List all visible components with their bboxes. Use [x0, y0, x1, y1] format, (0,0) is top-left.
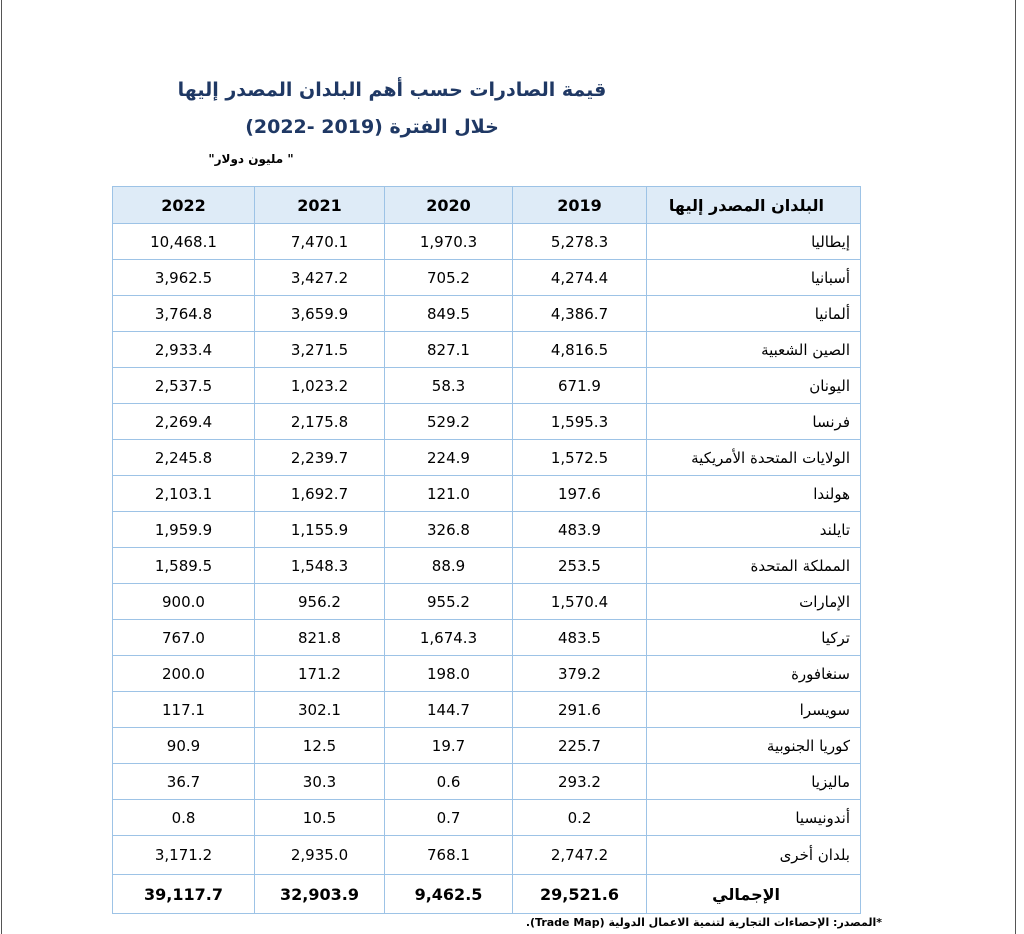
page-subtitle: خلال الفترة (2019 -2022) — [245, 116, 499, 138]
value-2019-cell: 483.9 — [513, 512, 647, 548]
table-row — [113, 476, 861, 512]
value-2020-cell: 88.9 — [385, 548, 513, 584]
table-row — [113, 620, 861, 656]
value-2020-cell: 1,970.3 — [385, 224, 513, 260]
table-row — [113, 692, 861, 728]
value-2021-cell: 30.3 — [255, 764, 385, 800]
value-2019-cell: 1,595.3 — [513, 404, 647, 440]
value-2020-cell: 326.8 — [385, 512, 513, 548]
value-2022-cell: 3,764.8 — [113, 296, 255, 332]
value-2021-cell: 12.5 — [255, 728, 385, 764]
value-2019-cell: 4,274.4 — [513, 260, 647, 296]
value-2021-cell: 10.5 — [255, 800, 385, 836]
country-cell: هولندا — [647, 476, 861, 512]
table-row — [113, 656, 861, 692]
value-2021-cell: 2,175.8 — [255, 404, 385, 440]
country-cell: سنغافورة — [647, 656, 861, 692]
value-2019-cell: 1,570.4 — [513, 584, 647, 620]
source-note: *المصدر: الإحصاءات التجارية لتنمية الاعمال الدولية (Trade Map). — [525, 916, 882, 929]
country-cell: أندونيسيا — [647, 800, 861, 836]
value-2022-cell: 1,589.5 — [113, 548, 255, 584]
value-2020-cell: 19.7 — [385, 728, 513, 764]
value-2021-cell: 1,548.3 — [255, 548, 385, 584]
value-2022-cell: 3,962.5 — [113, 260, 255, 296]
country-cell: الإمارات — [647, 584, 861, 620]
value-2021-cell: 1,692.7 — [255, 476, 385, 512]
value-2021-cell: 3,427.2 — [255, 260, 385, 296]
country-cell: فرنسا — [647, 404, 861, 440]
other-countries-row — [113, 836, 861, 875]
value-2022-cell: 117.1 — [113, 692, 255, 728]
country-cell: سويسرا — [647, 692, 861, 728]
value-2020-cell: 144.7 — [385, 692, 513, 728]
unit-label: " مليون دولار" — [208, 152, 294, 166]
value-2022-cell: 36.7 — [113, 764, 255, 800]
value-2020-cell: 955.2 — [385, 584, 513, 620]
table-row — [113, 764, 861, 800]
country-cell: تركيا — [647, 620, 861, 656]
value-2019-cell: 1,572.5 — [513, 440, 647, 476]
value-2020-cell: 0.7 — [385, 800, 513, 836]
country-cell: كوريا الجنوبية — [647, 728, 861, 764]
country-cell: اليونان — [647, 368, 861, 404]
value-2022-cell: 1,959.9 — [113, 512, 255, 548]
value-2019-cell: 379.2 — [513, 656, 647, 692]
value-2022-cell: 10,468.1 — [113, 224, 255, 260]
table-row — [113, 368, 861, 404]
header-2020: 2020 — [385, 187, 513, 224]
table-row — [113, 584, 861, 620]
table-body — [113, 224, 861, 836]
value-2021-cell: 821.8 — [255, 620, 385, 656]
value-2019-cell: 671.9 — [513, 368, 647, 404]
value-2020-cell: 224.9 — [385, 440, 513, 476]
value-2020-cell: 121.0 — [385, 476, 513, 512]
header-2021: 2021 — [255, 187, 385, 224]
total-2020-cell: 9,462.5 — [385, 875, 513, 914]
page-title: قيمة الصادرات حسب أهم البلدان المصدر إليها — [177, 79, 607, 101]
value-2021-cell: 302.1 — [255, 692, 385, 728]
total-row — [113, 875, 861, 914]
table-row — [113, 512, 861, 548]
value-2019-cell: 4,386.7 — [513, 296, 647, 332]
value-2019-cell: 225.7 — [513, 728, 647, 764]
table-row — [113, 404, 861, 440]
value-2019-cell: 253.5 — [513, 548, 647, 584]
table-header-row — [113, 187, 861, 224]
table-row — [113, 440, 861, 476]
total-2019-cell: 29,521.6 — [513, 875, 647, 914]
total-2022-cell: 39,117.7 — [113, 875, 255, 914]
table-row — [113, 728, 861, 764]
header-country: البلدان المصدر إليها — [647, 187, 861, 224]
value-2020-cell: 58.3 — [385, 368, 513, 404]
value-2020-cell: 768.1 — [385, 836, 513, 875]
value-2021-cell: 2,239.7 — [255, 440, 385, 476]
value-2022-cell: 2,245.8 — [113, 440, 255, 476]
value-2022-cell: 900.0 — [113, 584, 255, 620]
value-2019-cell: 5,278.3 — [513, 224, 647, 260]
value-2022-cell: 767.0 — [113, 620, 255, 656]
value-2019-cell: 2,747.2 — [513, 836, 647, 875]
value-2019-cell: 291.6 — [513, 692, 647, 728]
table-row — [113, 332, 861, 368]
value-2022-cell: 200.0 — [113, 656, 255, 692]
value-2022-cell: 2,103.1 — [113, 476, 255, 512]
total-2021-cell: 32,903.9 — [255, 875, 385, 914]
value-2019-cell: 0.2 — [513, 800, 647, 836]
value-2019-cell: 4,816.5 — [513, 332, 647, 368]
value-2022-cell: 2,933.4 — [113, 332, 255, 368]
exports-table — [112, 186, 861, 914]
value-2020-cell: 529.2 — [385, 404, 513, 440]
value-2019-cell: 483.5 — [513, 620, 647, 656]
country-cell: تايلند — [647, 512, 861, 548]
table-row — [113, 224, 861, 260]
country-cell: ماليزيا — [647, 764, 861, 800]
value-2022-cell: 3,171.2 — [113, 836, 255, 875]
table-row — [113, 800, 861, 836]
value-2020-cell: 1,674.3 — [385, 620, 513, 656]
country-cell: ألمانيا — [647, 296, 861, 332]
country-cell: إيطاليا — [647, 224, 861, 260]
table-row — [113, 260, 861, 296]
value-2019-cell: 197.6 — [513, 476, 647, 512]
country-cell: الولايات المتحدة الأمريكية — [647, 440, 861, 476]
country-cell: بلدان أخرى — [647, 836, 861, 875]
value-2020-cell: 827.1 — [385, 332, 513, 368]
table-row — [113, 296, 861, 332]
value-2021-cell: 171.2 — [255, 656, 385, 692]
value-2021-cell: 3,659.9 — [255, 296, 385, 332]
value-2021-cell: 1,023.2 — [255, 368, 385, 404]
value-2022-cell: 2,537.5 — [113, 368, 255, 404]
country-cell: أسبانيا — [647, 260, 861, 296]
country-cell: المملكة المتحدة — [647, 548, 861, 584]
value-2020-cell: 0.6 — [385, 764, 513, 800]
header-2022: 2022 — [113, 187, 255, 224]
value-2020-cell: 705.2 — [385, 260, 513, 296]
value-2022-cell: 0.8 — [113, 800, 255, 836]
value-2021-cell: 3,271.5 — [255, 332, 385, 368]
value-2021-cell: 2,935.0 — [255, 836, 385, 875]
value-2020-cell: 198.0 — [385, 656, 513, 692]
value-2022-cell: 90.9 — [113, 728, 255, 764]
header-2019: 2019 — [513, 187, 647, 224]
value-2022-cell: 2,269.4 — [113, 404, 255, 440]
total-label-cell: الإجمالي — [647, 875, 861, 914]
value-2021-cell: 956.2 — [255, 584, 385, 620]
value-2020-cell: 849.5 — [385, 296, 513, 332]
value-2021-cell: 1,155.9 — [255, 512, 385, 548]
country-cell: الصين الشعبية — [647, 332, 861, 368]
value-2021-cell: 7,470.1 — [255, 224, 385, 260]
table-row — [113, 548, 861, 584]
value-2019-cell: 293.2 — [513, 764, 647, 800]
